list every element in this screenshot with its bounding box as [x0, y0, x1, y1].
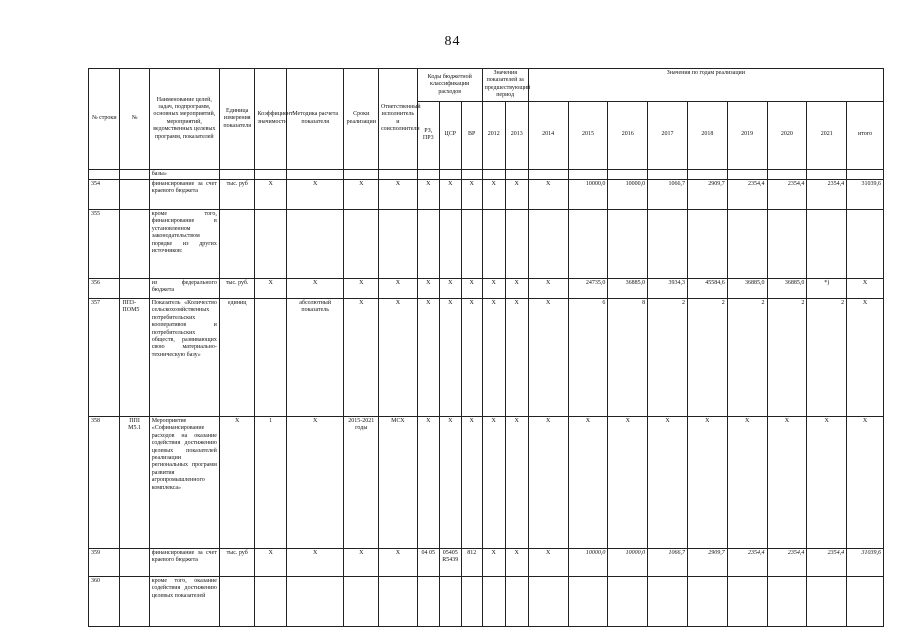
cell-2014: X: [528, 417, 568, 549]
cell-2019: 2: [727, 299, 767, 417]
header-2021: 2021: [807, 101, 847, 169]
cell-total: X: [847, 279, 884, 299]
cell-2014: [528, 169, 568, 179]
cell-2020: 2: [767, 299, 807, 417]
cell-number: [120, 577, 149, 627]
table-row: [89, 169, 884, 179]
cell-2016: [608, 169, 648, 179]
cell-2016: 10000,0: [608, 549, 648, 577]
cell-total: X: [847, 417, 884, 549]
cell-2018: 2909,7: [687, 549, 727, 577]
cell-2019: [727, 169, 767, 179]
cell-row-number: 359: [89, 549, 120, 577]
cell-unit: X: [219, 417, 255, 549]
cell-2012: [482, 210, 505, 279]
cell-2017: 3934,3: [648, 279, 688, 299]
cell-total: X: [847, 299, 884, 417]
cell-csr: X: [439, 180, 461, 210]
cell-terms: X: [344, 549, 379, 577]
cell-terms: 2015-2021 годы: [344, 417, 379, 549]
table-header: [89, 69, 884, 170]
cell-2017: [648, 169, 688, 179]
cell-vr: X: [461, 180, 482, 210]
cell-rz: [417, 210, 439, 279]
cell-name: кроме того, оказание содействия достижению целевых показателей: [149, 577, 219, 627]
cell-name: из федерального бюджета: [149, 279, 219, 299]
cell-vr: 812: [461, 549, 482, 577]
header-method: Методика расчета показателя: [286, 69, 344, 170]
cell-2019: [727, 577, 767, 627]
cell-total: [847, 577, 884, 627]
cell-2013: X: [505, 417, 528, 549]
cell-number: [120, 169, 149, 179]
cell-terms: X: [344, 180, 379, 210]
cell-2019: [727, 210, 767, 279]
header-number: №: [120, 69, 149, 170]
cell-2013: X: [505, 180, 528, 210]
table-row: [89, 279, 884, 299]
cell-2018: X: [687, 417, 727, 549]
header-2015: 2015: [568, 101, 608, 169]
cell-2015: X: [568, 417, 608, 549]
cell-vr: [461, 169, 482, 179]
cell-2017: 2: [648, 299, 688, 417]
cell-2019: X: [727, 417, 767, 549]
header-2016: 2016: [608, 101, 648, 169]
cell-number: [120, 210, 149, 279]
cell-2016: 10000,0: [608, 180, 648, 210]
header-responsible: Ответственный исполнитель и соисполнители: [379, 69, 418, 170]
header-previous-period: Значения показателей за предшествующий период: [482, 69, 528, 102]
cell-rz: X: [417, 417, 439, 549]
cell-2012: [482, 169, 505, 179]
cell-2014: X: [528, 299, 568, 417]
cell-total: [847, 169, 884, 179]
header-2014: 2014: [528, 101, 568, 169]
cell-number: [120, 549, 149, 577]
header-years-title: Значения по годам реализации: [528, 69, 883, 102]
cell-coefficient: X: [255, 279, 286, 299]
cell-name: кроме того, финансирование в установленном законодательством порядке из других источников:: [149, 210, 219, 279]
cell-name: Мероприятие «Софинансирование расходов на оказание содействия достижению целевых показателей реализации региональных программ развития агропромышленного комплекса»: [149, 417, 219, 549]
table-row: [89, 299, 884, 417]
cell-method: [286, 577, 344, 627]
cell-number: [120, 180, 149, 210]
cell-2013: X: [505, 279, 528, 299]
cell-number: [120, 279, 149, 299]
cell-2012: X: [482, 180, 505, 210]
cell-2015: 10000,0: [568, 549, 608, 577]
cell-2020: [767, 577, 807, 627]
cell-2017: 1066,7: [648, 180, 688, 210]
cell-2013: X: [505, 299, 528, 417]
cell-coefficient: 1: [255, 417, 286, 549]
cell-responsible: МСХ: [379, 417, 418, 549]
cell-2021: 2354,4: [807, 549, 847, 577]
cell-total: 31039,6: [847, 549, 884, 577]
cell-2021: [807, 577, 847, 627]
cell-row-number: 357: [89, 299, 120, 417]
cell-2021: [807, 169, 847, 179]
cell-2016: 36885,0: [608, 279, 648, 299]
cell-rz: [417, 577, 439, 627]
cell-coefficient: X: [255, 549, 286, 577]
cell-unit: тыс. руб: [219, 549, 255, 577]
cell-2014: X: [528, 279, 568, 299]
indicator-table: [88, 68, 884, 627]
cell-name: базы»: [149, 169, 219, 179]
cell-name: финансирование за счет краевого бюджета: [149, 180, 219, 210]
cell-vr: X: [461, 279, 482, 299]
cell-2019: 2354,4: [727, 180, 767, 210]
table-row: [89, 210, 884, 279]
cell-row-number: 358: [89, 417, 120, 549]
cell-2018: 2: [687, 299, 727, 417]
cell-2017: [648, 577, 688, 627]
cell-2012: X: [482, 299, 505, 417]
cell-csr: [439, 210, 461, 279]
header-budget-codes: Коды бюджетной классификации расходов: [417, 69, 482, 102]
cell-coefficient: [255, 169, 286, 179]
cell-name: Показатель «Количество сельскохозяйственных потребительских кооперативов и потребительских обществ, развивающих свою материально-техническую базу»: [149, 299, 219, 417]
cell-csr: [439, 169, 461, 179]
cell-2018: [687, 210, 727, 279]
cell-unit: тыс. руб.: [219, 279, 255, 299]
cell-2017: [648, 210, 688, 279]
cell-2020: 36885,0: [767, 279, 807, 299]
cell-2021: [807, 210, 847, 279]
cell-csr: X: [439, 417, 461, 549]
cell-2019: 36885,0: [727, 279, 767, 299]
cell-method: X: [286, 279, 344, 299]
cell-2016: X: [608, 417, 648, 549]
cell-method: X: [286, 417, 344, 549]
cell-2016: 8: [608, 299, 648, 417]
cell-2020: [767, 210, 807, 279]
cell-coefficient: [255, 577, 286, 627]
cell-2020: [767, 169, 807, 179]
cell-2017: 1066,7: [648, 549, 688, 577]
cell-2021: *): [807, 279, 847, 299]
table-row: [89, 180, 884, 210]
cell-2017: X: [648, 417, 688, 549]
cell-number: ППI М5.1: [120, 417, 149, 549]
cell-row-number: 360: [89, 577, 120, 627]
cell-2018: 2909,7: [687, 180, 727, 210]
table-row: [89, 417, 884, 549]
header-rz: РЗ, ПР3: [417, 101, 439, 169]
table-row: [89, 549, 884, 577]
cell-2018: 45584,6: [687, 279, 727, 299]
header-coefficient: Коэффициент значимости: [255, 69, 286, 170]
header-2020: 2020: [767, 101, 807, 169]
header-row-number: № строки: [89, 69, 120, 170]
cell-method: [286, 169, 344, 179]
cell-2021: X: [807, 417, 847, 549]
cell-2013: [505, 577, 528, 627]
cell-csr: X: [439, 279, 461, 299]
header-total: итого: [847, 101, 884, 169]
page-number: 84: [444, 34, 461, 49]
cell-2015: [568, 577, 608, 627]
cell-2019: 2354,4: [727, 549, 767, 577]
cell-method: абсолютный показатель: [286, 299, 344, 417]
cell-responsible: [379, 210, 418, 279]
cell-name: финансирование за счет краевого бюджета: [149, 549, 219, 577]
header-unit: Единица измерения показателя: [219, 69, 255, 170]
cell-2020: X: [767, 417, 807, 549]
cell-2015: 10000,0: [568, 180, 608, 210]
cell-rz: [417, 169, 439, 179]
cell-2012: [482, 577, 505, 627]
cell-rz: 04 05: [417, 549, 439, 577]
cell-2012: X: [482, 549, 505, 577]
cell-unit: [219, 169, 255, 179]
cell-coefficient: [255, 210, 286, 279]
cell-responsible: [379, 577, 418, 627]
header-csr: ЦСР: [439, 101, 461, 169]
cell-2015: [568, 169, 608, 179]
cell-2016: [608, 577, 648, 627]
header-2019: 2019: [727, 101, 767, 169]
cell-unit: тыс. руб: [219, 180, 255, 210]
cell-terms: X: [344, 299, 379, 417]
cell-total: [847, 210, 884, 279]
header-vr: ВР: [461, 101, 482, 169]
cell-2012: X: [482, 279, 505, 299]
cell-responsible: X: [379, 180, 418, 210]
cell-csr: 05405 R5439: [439, 549, 461, 577]
cell-2018: [687, 169, 727, 179]
cell-2016: [608, 210, 648, 279]
cell-responsible: X: [379, 549, 418, 577]
table-row: [89, 577, 884, 627]
cell-terms: X: [344, 279, 379, 299]
cell-unit: [219, 577, 255, 627]
cell-vr: [461, 577, 482, 627]
cell-2014: X: [528, 549, 568, 577]
cell-2013: [505, 210, 528, 279]
cell-unit: единиц: [219, 299, 255, 417]
cell-2018: [687, 577, 727, 627]
table-body: [89, 169, 884, 626]
cell-rz: X: [417, 180, 439, 210]
cell-2020: 2354,4: [767, 180, 807, 210]
cell-row-number: [89, 169, 120, 179]
cell-responsible: [379, 169, 418, 179]
cell-2021: 2354,4: [807, 180, 847, 210]
cell-coefficient: X: [255, 180, 286, 210]
cell-method: X: [286, 549, 344, 577]
cell-row-number: 355: [89, 210, 120, 279]
cell-terms: [344, 210, 379, 279]
cell-rz: X: [417, 279, 439, 299]
cell-number: ПП3-ПОМ5: [120, 299, 149, 417]
cell-2021: 2: [807, 299, 847, 417]
header-terms: Сроки реализации: [344, 69, 379, 170]
header-name: Наименование целей, задач, подпрограмм, основных мероприятий, мероприятий, ведомственных целевых программ, показателей: [149, 69, 219, 170]
cell-terms: [344, 577, 379, 627]
cell-2013: [505, 169, 528, 179]
cell-row-number: 354: [89, 180, 120, 210]
cell-rz: X: [417, 299, 439, 417]
cell-2013: X: [505, 549, 528, 577]
cell-responsible: X: [379, 279, 418, 299]
header-2013: 2013: [505, 101, 528, 169]
cell-2014: [528, 577, 568, 627]
cell-2015: 24735,0: [568, 279, 608, 299]
cell-2012: X: [482, 417, 505, 549]
cell-coefficient: [255, 299, 286, 417]
cell-method: [286, 210, 344, 279]
header-2012: 2012: [482, 101, 505, 169]
cell-vr: X: [461, 299, 482, 417]
cell-total: 31039,6: [847, 180, 884, 210]
header-2017: 2017: [648, 101, 688, 169]
cell-2015: [568, 210, 608, 279]
cell-unit: [219, 210, 255, 279]
cell-csr: [439, 577, 461, 627]
cell-vr: [461, 210, 482, 279]
cell-csr: X: [439, 299, 461, 417]
header-2018: 2018: [687, 101, 727, 169]
cell-terms: [344, 169, 379, 179]
cell-2014: [528, 210, 568, 279]
cell-responsible: X: [379, 299, 418, 417]
cell-method: X: [286, 180, 344, 210]
cell-2015: 6: [568, 299, 608, 417]
cell-2020: 2354,4: [767, 549, 807, 577]
cell-vr: X: [461, 417, 482, 549]
cell-2014: X: [528, 180, 568, 210]
cell-row-number: 356: [89, 279, 120, 299]
